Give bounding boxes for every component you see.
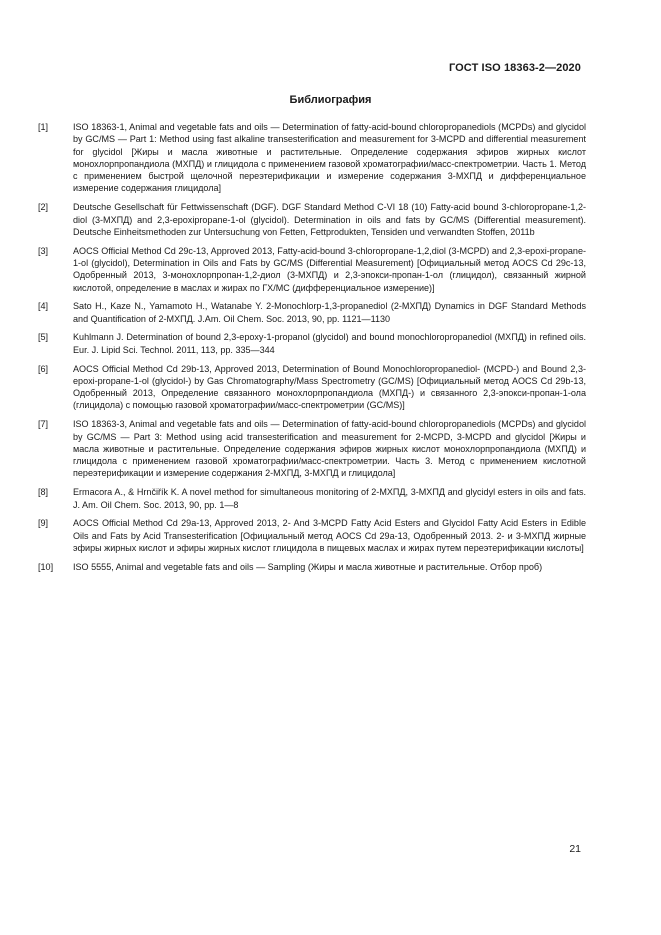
reference-text: AOCS Official Method Cd 29b-13, Approved 2013, Determination of Bound Monochloropropanediol- (MCPD-) and Bound 2,3-epoxi-propane-1-ol (glycidol-) by Gas Chromatography/Mass Spectrometry (GC/MS) [Официальный метод AOCS Cd 29b-13, Одобренный 2013, Определение связанного монохлорпропандиола (МХПД-) и связанного 2,3-эпокси-пропан-1-ола (глицидола) с помощью газовой хроматографии/масс-спектрометрии (GC/MS)]	[73, 363, 586, 411]
reference-item	[38, 517, 586, 554]
reference-number: [5]	[38, 332, 49, 343]
reference-item	[38, 418, 586, 479]
reference-number: [7]	[38, 419, 49, 430]
reference-text: AOCS Official Method Cd 29a-13, Approved 2013, 2- And 3-MCPD Fatty Acid Esters and Glycidol Fatty Acid Esters in Edible Oils and Fats by Acid Transesterification [Официальный метод AOCS Cd 29a-13, Одобренный 2013. 2- и 3-МХПД жирные эфиры жирных кислот и эфиры жирных кислот глицидола в пищевых маслах и жирах путем переэтерификации кислоты]	[73, 518, 586, 553]
reference-item	[38, 331, 586, 356]
reference-list	[38, 121, 586, 580]
reference-number: [10]	[38, 561, 54, 572]
reference-text: Deutsche Gesellschaft für Fettwissenschaft (DGF). DGF Standard Method C-VI 18 (10) Fatty-acid bound 3-chloropropane-1,2-diol (3-МХПД) and 2,3-epoxipropane-1-ol (glycidol). Determination in oils and fats by GC/MS (Differential measurement). Deutsche Einheitsmethoden zur Untersuchung von Fetten, Fettprodukten, Tensiden und verwandten Stoffen, 2011b	[73, 202, 586, 237]
standard-code-header: ГОСТ ISO 18363-2—2020	[448, 62, 581, 74]
reference-number: [3]	[38, 245, 49, 256]
reference-text: ISO 18363-1, Animal and vegetable fats and oils — Determination of fatty-acid-bound chloropropanediols (MCPDs) and glycidol by GC/MS — Part 1: Method using fast alkaline transesterification and measurement for 3-MCPD and differential measurement for glycidol [Жиры и масла животные и растительные. Определение содержания эфиров жирных кислот монохлорпропандиола (МХПД) и глицидола с применением газовой хроматографии/масс-спектрометрии. Часть 1. Метод с применением быстрой щелочной переэтерификации и измерение содержания 3-МХПД и дифференциальное измерение содержания глицидола]	[73, 122, 586, 194]
reference-number: [4]	[38, 301, 49, 312]
reference-item	[38, 300, 586, 325]
bibliography-title: Библиография	[289, 94, 372, 106]
reference-text: ISO 18363-3, Animal and vegetable fats and oils — Determination of fatty-acid-bound chloropropanediols (MCPDs) and glycidol by GC/MS — Part 3: Method using acid transesterification and measurement for 2-MCPD, 3-MCPD and glycidol [Жиры и масла животные и растительные. Определение содержания эфиров жирных кислот монохлорпропандиола (МХПД) и глицидола с применением газовой хроматографии/масс-спектрометрии. Часть 3. Метод с применением кислотной переэтерификации и измерение содержания 2-МХПД, 3-МХПД и глицидола]	[73, 419, 586, 479]
reference-item	[38, 121, 586, 195]
reference-item	[38, 486, 586, 511]
reference-number: [8]	[38, 487, 49, 498]
reference-number: [1]	[38, 122, 49, 132]
reference-item	[38, 363, 586, 412]
reference-item	[38, 561, 586, 573]
reference-text: Kuhlmann J. Determination of bound 2,3-epoxy-1-propanol (glycidol) and bound monochloropropanediol (МХПД) in refined oils. Eur. J. Lipid Sci. Technol. 2011, 113, pp. 335—344	[73, 332, 586, 355]
reference-number: [6]	[38, 363, 49, 374]
reference-item	[38, 245, 586, 294]
reference-text: Sato H., Kaze N., Yamamoto H., Watanabe Y. 2-Monochlorp-1,3-propanediol (2-МХПД) Dynamics in DGF Standard Methods and Quantification of 2-МХПД. J.Am. Oil Chem. Soc. 2013, 90, pp. 1121—1130	[73, 301, 586, 324]
reference-number: [9]	[38, 518, 49, 529]
reference-number: [2]	[38, 202, 49, 213]
page-number: 21	[569, 843, 581, 855]
reference-text: ISO 5555, Animal and vegetable fats and oils — Sampling (Жиры и масла животные и растительные. Отбор проб)	[73, 561, 543, 572]
reference-text: Ermacora A., & Hrnčiřík K. A novel method for simultaneous monitoring of 2-МХПД, 3-МХПД and glycidyl esters in oils and fats. J. Am. Oil Chem. Soc. 2013, 90, pp. 1—8	[73, 487, 586, 510]
reference-text: AOCS Official Method Cd 29c-13, Approved 2013, Fatty-acid-bound 3-chloropropane-1,2,diol (3-MCPD) and 2,3-epoxi-propane-1-ol (glycidol), Determination in Oils and Fats by GC/MS (Differential Measurement) [Официальный метод AOCS Cd 29c-13, Одобренный 2013, 3-монохлорпропан-1,2-диол (3-МХПД) и 2,3-эпокси-пропан-1-ол (глицидол), связанный жирной кислотой, определение в маслах и жирах по ГХ/МС (дифференциальное измерение)]	[73, 245, 586, 293]
reference-item	[38, 201, 586, 238]
